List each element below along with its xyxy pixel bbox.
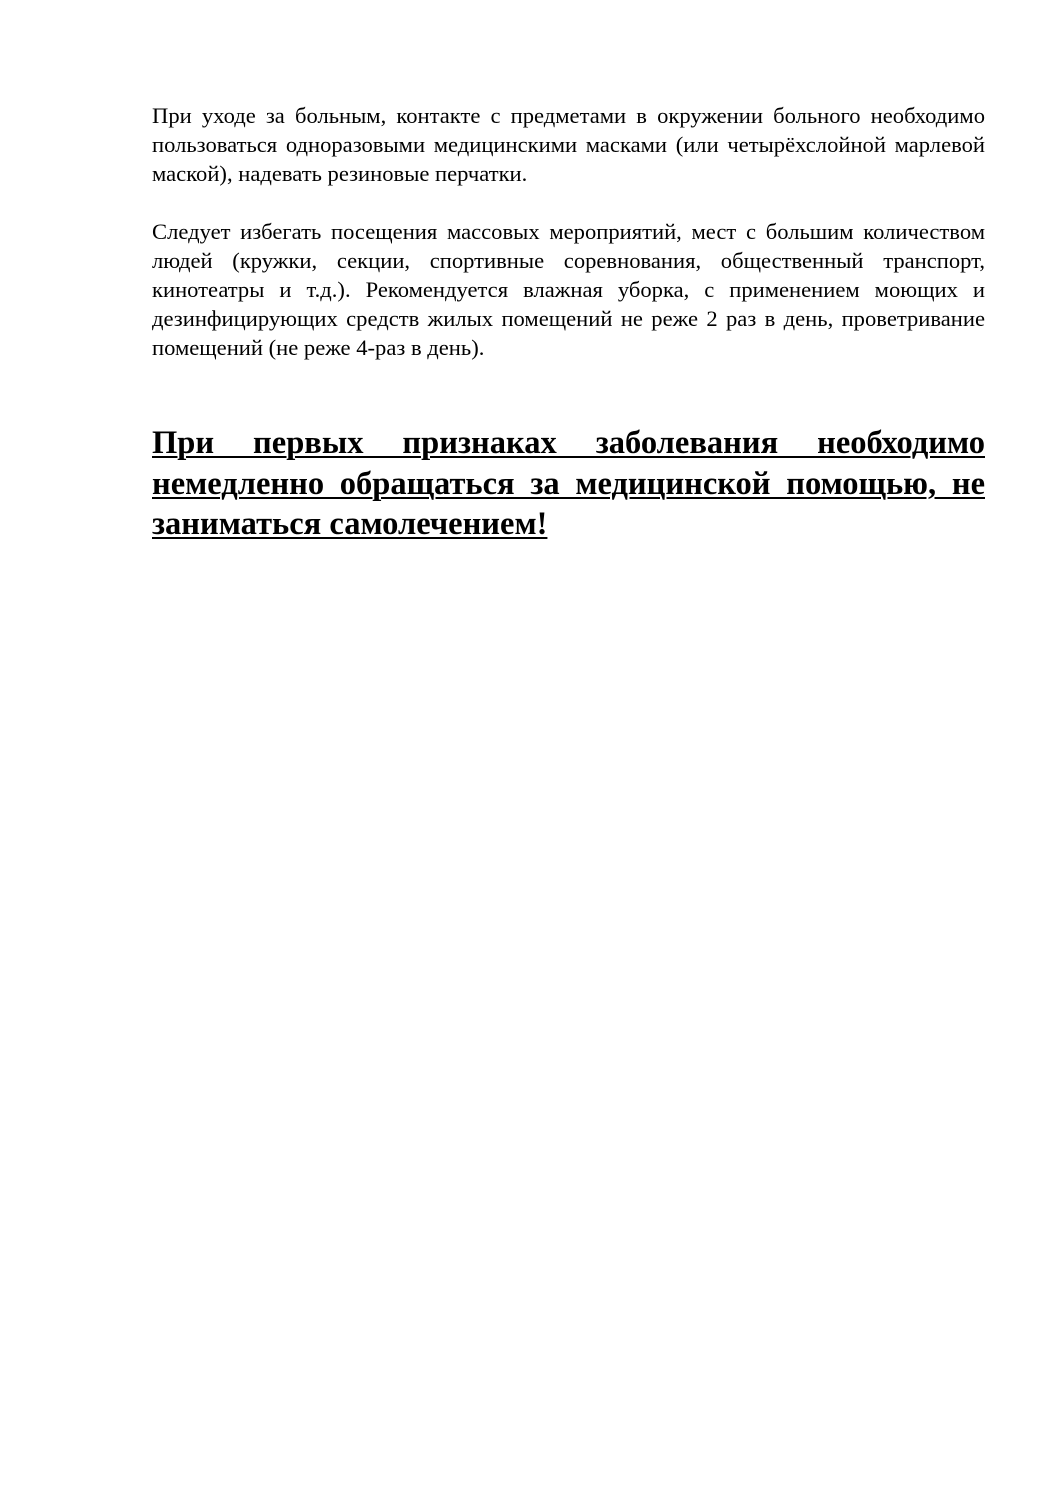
warning-seek-medical-help: При первых признаках заболевания необходимо немедленно обращаться за медицинской помощью, не заниматься самолечением!: [152, 425, 985, 542]
document-body: [152, 101, 985, 545]
paragraph-caregiving-precautions: При уходе за больным, контакте с предметами в окружении больного необходимо пользоваться одноразовыми медицинскими масками (или четырёхслойной марлевой маской), надевать резиновые перчатки.: [152, 103, 985, 186]
paragraph-avoid-crowds-and-cleaning: Следует избегать посещения массовых мероприятий, мест с большим количеством людей (кружки, секции, спортивные соревнования, общественный транспорт, кинотеатры и т.д.). Рекомендуется влажная уборка, с применением моющих и дезинфицирующих средств жилых помещений не реже 2 раз в день, проветривание помещений (не реже 4-раз в день).: [152, 219, 985, 360]
